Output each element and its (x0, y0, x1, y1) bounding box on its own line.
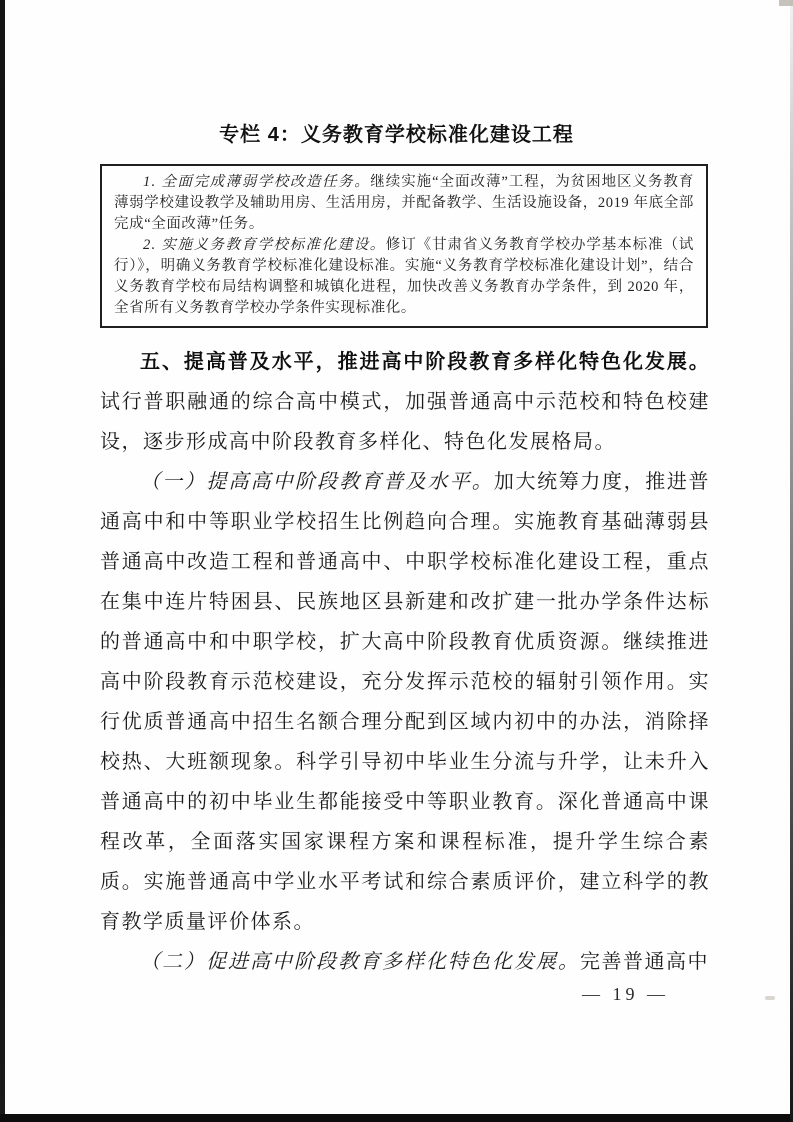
scan-corner-mark (779, 0, 793, 6)
callout-item-2-lead: 2. 实施义务教育学校标准化建设。 (143, 237, 386, 253)
page-title: 专栏 4：义务教育学校标准化建设工程 (219, 124, 574, 146)
section-heading-5: 五、提高普及水平，推进高中阶段教育多样化特色化发展。 (140, 351, 710, 373)
body-text (100, 342, 710, 982)
scan-edge-left (0, 0, 5, 1122)
section-heading-5-paragraph (100, 342, 710, 462)
section-5-intro: 试行普职融通的综合高中模式，加强普通高中示范校和特色校建设，逐步形成高中阶段教育多样化、特色化发展格局。 (100, 391, 710, 453)
paragraph-5-1-body: 加大统筹力度，推进普通高中和中等职业学校招生比例趋向合理。实施教育基础薄弱县普通高中改造工程和普通高中、中职学校标准化建设工程，重点在集中连片特困县、民族地区县新建和改扩建一批办学条件达标的普通高中和中职学校，扩大高中阶段教育优质资源。继续推进高中阶段教育示范校建设，充分发挥示范校的辐射引领作用。实行优质普通高中招生名额合理分配到区域内初中的办法，消除择校热、大班额现象。科学引导初中毕业生分流与升学，让未升入普通高中的初中毕业生都能接受中等职业教育。深化普通高中课程改革，全面落实国家课程方案和课程标准，提升学生综合素质。实施普通高中学业水平考试和综合素质评价，建立科学的教育教学质量评价体系。 (100, 471, 711, 933)
page-number: — 19 — (582, 984, 669, 1004)
scan-edge-bottom (0, 1114, 793, 1122)
paragraph-5-2-lead: （二）促进高中阶段教育多样化特色化发展。 (140, 951, 580, 973)
callout-item-2-body: 修订《甘肃省义务教育学校办学基本标准（试行）》，明确义务教育学校标准化建设标准。实施“义务教育学校标准化建设计划”，结合义务教育学校布局结构调整和城镇化进程，加快改善义务教育办学条件，到 2020 年，全省所有义务教育学校办学条件实现标准化。 (114, 237, 694, 316)
paragraph-5-2 (100, 942, 710, 982)
callout-item-1 (114, 172, 694, 235)
callout-item-1-lead: 1. 全面完成薄弱学校改造任务。 (143, 174, 371, 190)
paragraph-5-1 (100, 462, 710, 942)
paragraph-5-1-lead: （一）提高高中阶段教育普及水平。 (140, 471, 494, 493)
callout-item-1-body: 继续实施“全面改薄”工程，为贫困地区义务教育薄弱学校建设教学及辅助用房、生活用房，并配备教学、生活设施设备，2019 年底全部完成“全面改薄”任务。 (114, 174, 694, 232)
callout-box (100, 164, 708, 328)
callout-item-2 (114, 235, 694, 319)
scan-smudge (765, 996, 775, 1000)
paragraph-5-2-body: 完善普通高中 (580, 951, 709, 973)
